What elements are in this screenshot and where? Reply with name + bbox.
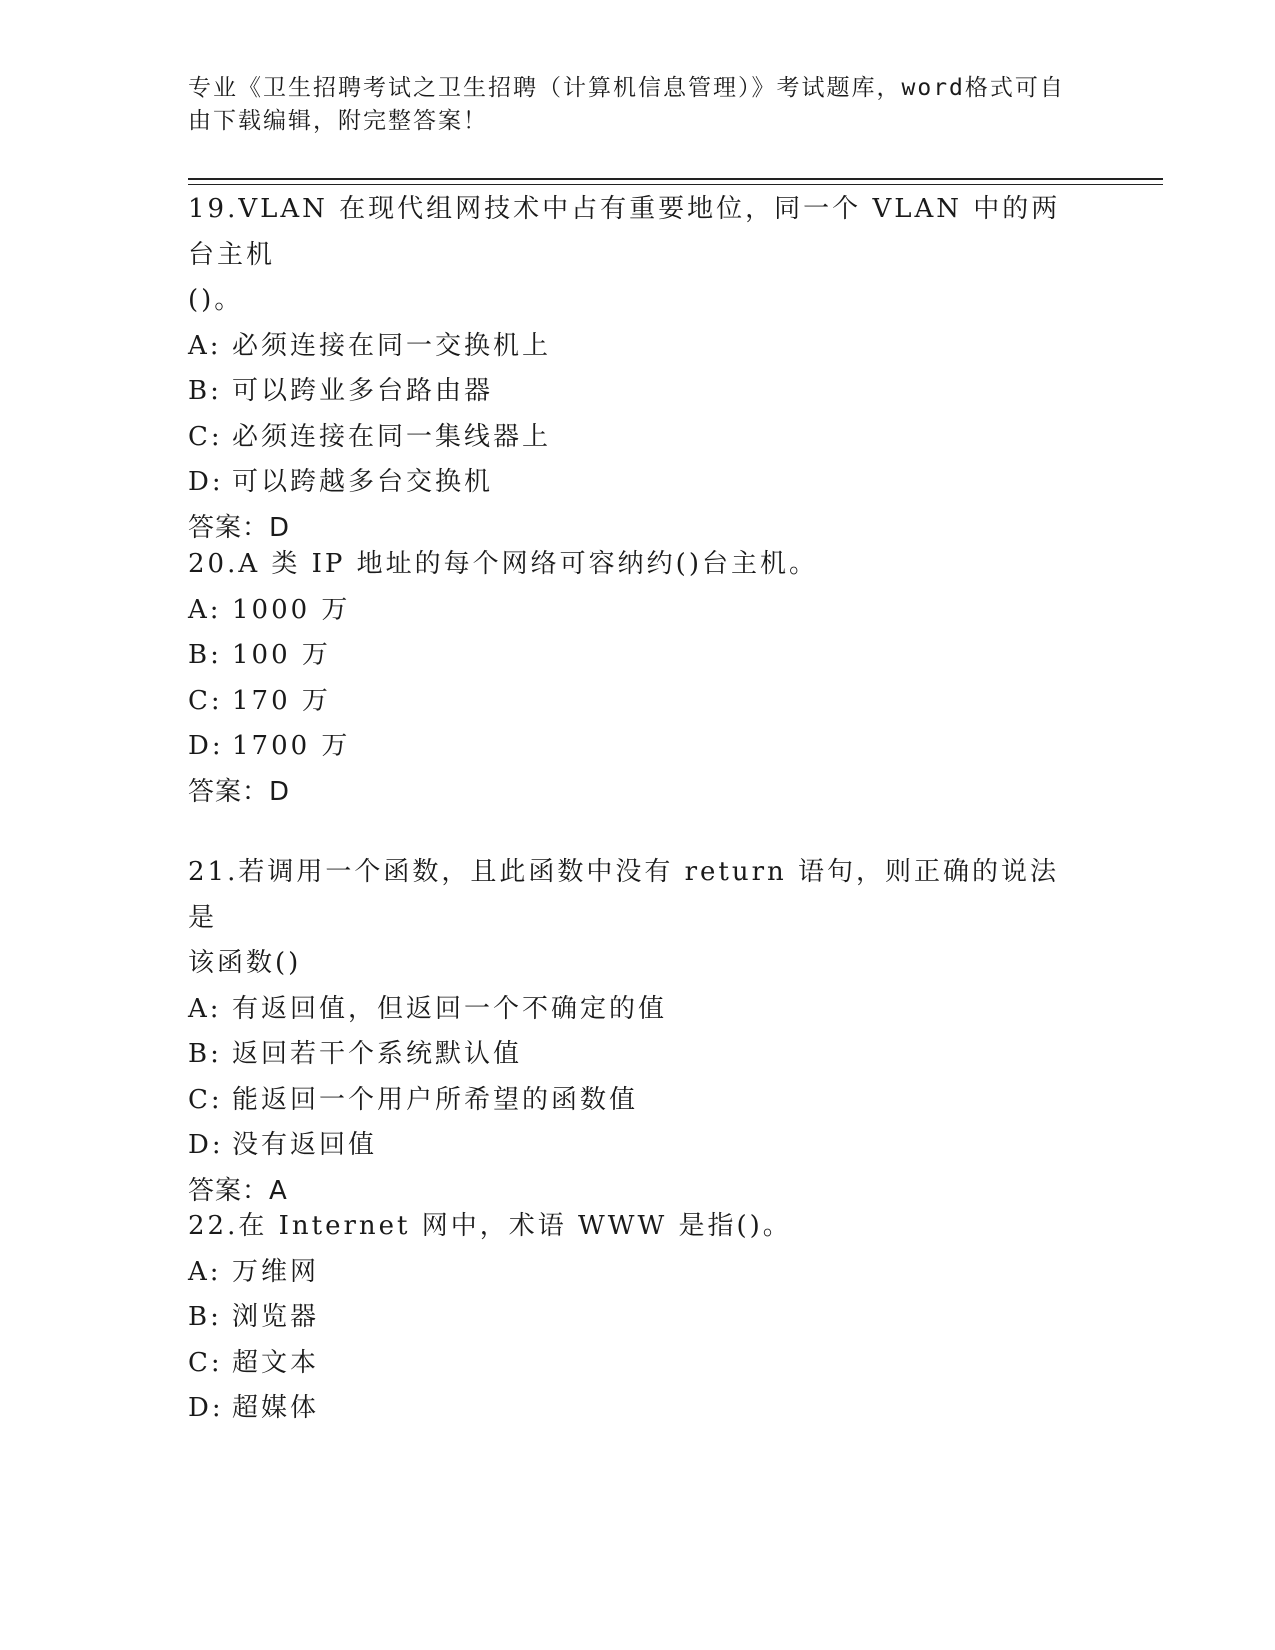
- option-c: [188, 1078, 1088, 1124]
- option-d: [188, 724, 1088, 770]
- option-text: 没有返回值: [232, 1130, 378, 1160]
- option-d: [188, 1123, 1088, 1169]
- question-stem-line: 该函数(): [188, 948, 302, 978]
- option-c: [188, 679, 1088, 725]
- question-stem-line: ()。: [188, 285, 244, 315]
- option-b: [188, 633, 1088, 679]
- question-20: [188, 542, 1088, 815]
- header-line-1: 专业《卫生招聘考试之卫生招聘（计算机信息管理）》考试题库，word格式可自: [188, 75, 1065, 101]
- option-b: [188, 1032, 1088, 1078]
- option-text: 可以跨越多台交换机: [232, 467, 494, 497]
- option-text: 有返回值，但返回一个不确定的值: [232, 993, 668, 1024]
- option-key: B:: [188, 1039, 222, 1069]
- option-key: D:: [188, 1393, 224, 1423]
- option-text: 超媒体: [232, 1393, 320, 1423]
- question-stem-line: 20.A 类 IP 地址的每个网络可容纳约()台主机。: [188, 549, 818, 579]
- option-key: B:: [188, 640, 222, 670]
- answer-line: 答案：D: [188, 512, 291, 543]
- question-stem-line: 21.若调用一个函数，且此函数中没有 return 语句，则正确的说法是: [188, 857, 1060, 933]
- option-text: 170 万: [232, 685, 331, 716]
- option-b: [188, 1295, 1088, 1341]
- option-key: A:: [188, 594, 222, 625]
- header-line-2: 由下载编辑，附完整答案！: [188, 108, 488, 134]
- option-text: 浏览器: [232, 1302, 320, 1332]
- option-key: C:: [188, 685, 223, 716]
- option-b: [188, 369, 1088, 415]
- answer-line: 答案：A: [188, 1175, 288, 1206]
- header-divider-thin: [188, 184, 1163, 185]
- option-key: B:: [188, 1302, 222, 1332]
- question-21: [188, 850, 1088, 1214]
- option-text: 万维网: [232, 1256, 320, 1287]
- option-c: [188, 415, 1088, 461]
- header-divider-thick: [188, 178, 1163, 180]
- document-header: [188, 72, 1088, 138]
- option-a: [188, 324, 1088, 370]
- option-key: A:: [188, 330, 222, 361]
- option-key: C:: [188, 421, 223, 452]
- option-text: 必须连接在同一交换机上: [232, 330, 552, 361]
- option-key: A:: [188, 1256, 222, 1287]
- option-d: [188, 460, 1088, 506]
- option-text: 1000 万: [232, 594, 351, 625]
- option-text: 100 万: [232, 640, 331, 670]
- question-22: [188, 1204, 1088, 1432]
- option-text: 可以跨业多台路由器: [232, 376, 494, 406]
- option-text: 必须连接在同一集线器上: [232, 421, 552, 452]
- option-key: D:: [188, 467, 224, 497]
- option-key: D:: [188, 1130, 224, 1160]
- question-stem-line: 19.VLAN 在现代组网技术中占有重要地位，同一个 VLAN 中的两台主机: [188, 194, 1061, 270]
- option-text: 超文本: [232, 1347, 320, 1378]
- option-a: [188, 987, 1088, 1033]
- option-text: 返回若干个系统默认值: [232, 1039, 523, 1069]
- option-key: D:: [188, 731, 224, 761]
- option-key: A:: [188, 993, 222, 1024]
- question-19: [188, 187, 1088, 551]
- question-stem-line: 22.在 Internet 网中，术语 WWW 是指()。: [188, 1211, 792, 1241]
- option-a: [188, 588, 1088, 634]
- option-a: [188, 1250, 1088, 1296]
- option-c: [188, 1341, 1088, 1387]
- option-key: C:: [188, 1084, 223, 1115]
- option-key: C:: [188, 1347, 223, 1378]
- option-text: 能返回一个用户所希望的函数值: [232, 1084, 639, 1115]
- answer-line: 答案：D: [188, 776, 291, 807]
- option-d: [188, 1386, 1088, 1432]
- option-key: B:: [188, 376, 222, 406]
- option-text: 1700 万: [232, 731, 351, 761]
